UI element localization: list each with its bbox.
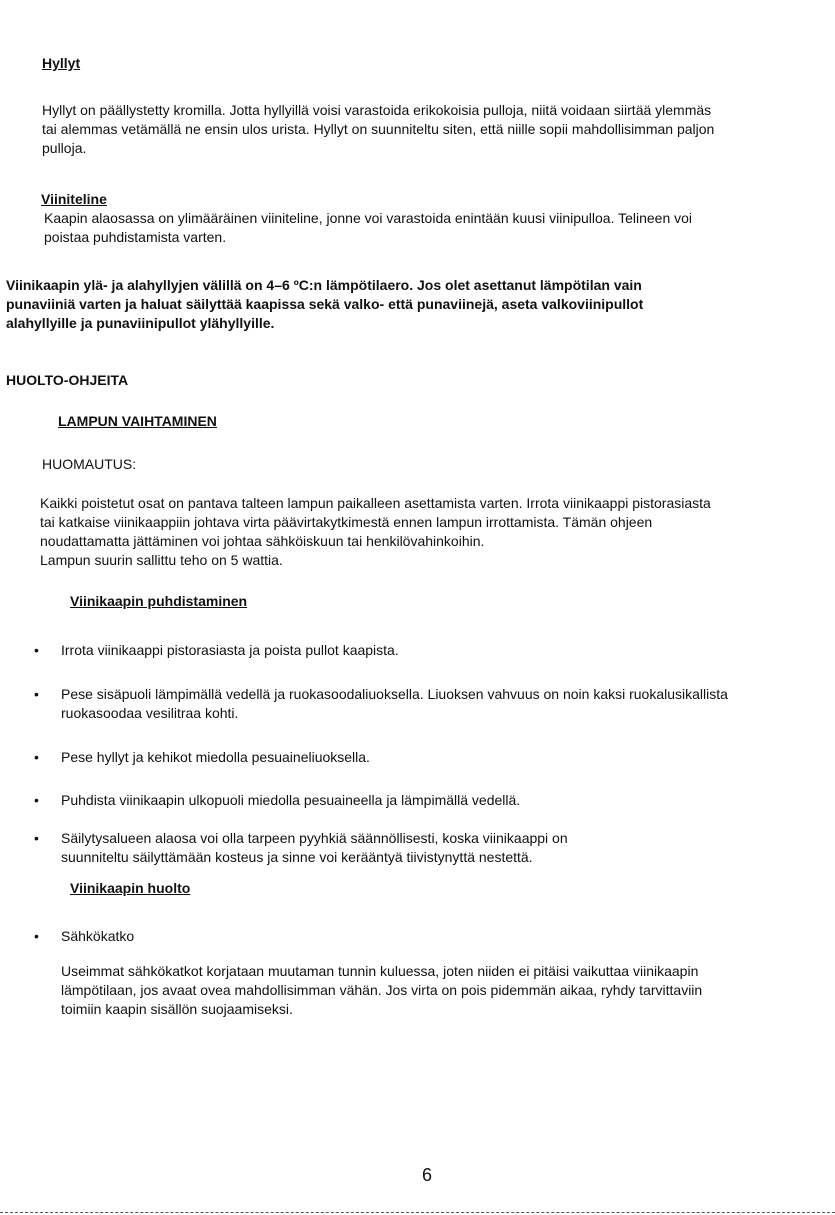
bullet-icon: • — [34, 928, 39, 944]
text-line: suunniteltu säilyttämään kosteus ja sinne voi kerääntyä tiivistynyttä nestettä. — [61, 849, 533, 865]
heading-hyllyt: Hyllyt — [42, 55, 81, 71]
text-line: lämpötilaan, jos avaat ovea mahdollisimman vähän. Jos virta on pois pidemmän aikaa, ryhdy tarvittaviin — [61, 982, 703, 998]
text-line: noudattamatta jättäminen voi johtaa sähköiskuun tai henkilövahinkoihin. — [40, 533, 485, 549]
text-line: ruokasoodaa vesilitraa kohti. — [61, 705, 239, 721]
bullet-icon: • — [34, 686, 39, 702]
list-item — [34, 748, 370, 767]
paragraph-viiniteline — [44, 209, 692, 247]
list-item — [34, 927, 135, 946]
bullet-icon: • — [34, 749, 39, 765]
text-line: Lampun suurin sallittu teho on 5 wattia. — [40, 552, 283, 568]
text-line: toimiin kaapin sisällön suojaamiseksi. — [61, 1001, 293, 1017]
paragraph-lampun-vaihtaminen — [40, 494, 711, 570]
text-line: Irrota viinikaappi pistorasiasta ja poista pullot kaapista. — [61, 642, 399, 658]
text-line: alahyllyille ja punaviinipullot ylähyllyille. — [6, 315, 275, 331]
text-line: pulloja. — [42, 140, 87, 156]
text-line: punaviiniä varten ja haluat säilyttää kaapissa sekä valko- että punaviinejä, aseta valkoviinipullot — [6, 296, 644, 312]
text-line: Sähkökatko — [61, 928, 135, 944]
page-number: 6 — [422, 1165, 433, 1185]
text-line: tai alemmas vetämällä ne ensin ulos urista. Hyllyt on suunniteltu siten, että niille sopii mahdollisimman paljon — [42, 121, 715, 137]
text-line: Viinikaapin ylä- ja alahyllyjen välillä on 4–6 ºC:n lämpötilaero. Jos olet asettanut lämpötilan vain — [6, 277, 642, 293]
bullet-icon: • — [34, 830, 39, 846]
text-line: Kaikki poistetut osat on pantava talteen lampun paikalleen asettamista varten. Irrota viinikaappi pistorasiasta — [40, 495, 711, 511]
bullet-icon: • — [34, 792, 39, 808]
text-line: Säilytysalueen alaosa voi olla tarpeen pyyhkiä säännöllisesti, koska viinikaappi on — [61, 830, 568, 846]
text-line: poistaa puhdistamista varten. — [44, 229, 227, 245]
section-title-huolto-ohjeita: HUOLTO-OHJEITA — [6, 372, 129, 388]
text-line: Pese sisäpuoli lämpimällä vedellä ja ruokasoodaliuoksella. Liuoksen vahvuus on noin kaksi ruokalusikallista — [61, 686, 728, 702]
list-item — [34, 829, 568, 867]
list-item — [34, 685, 728, 723]
text-line: Hyllyt on päällystetty kromilla. Jotta hyllyillä voisi varastoida erikokoisia pulloja, niitä voidaan siirtää ylemmäs — [42, 102, 712, 118]
paragraph-hyllyt — [42, 101, 714, 158]
bullet-icon: • — [34, 642, 39, 658]
page-bottom-rule — [0, 1212, 835, 1213]
list-item — [34, 641, 399, 660]
text-line: Pese hyllyt ja kehikot miedolla pesuaineliuoksella. — [61, 749, 370, 765]
paragraph-sahkokatko — [61, 962, 702, 1019]
heading-viiniteline: Viiniteline — [41, 191, 107, 207]
text-line: Useimmat sähkökatkot korjataan muutaman tunnin kuluessa, joten niiden ei pitäisi vaikuttaa viinikaapin — [61, 963, 699, 979]
heading-puhdistaminen: Viinikaapin puhdistaminen — [70, 593, 248, 609]
heading-lampun-vaihtaminen: LAMPUN VAIHTAMINEN — [58, 413, 217, 429]
heading-huolto: Viinikaapin huolto — [70, 880, 191, 896]
text-line: tai katkaise viinikaappiin johtava virta päävirtakytkimestä ennen lampun irrottamista. Tämän ohjeen — [40, 514, 653, 530]
list-item — [34, 791, 521, 810]
text-line: Kaapin alaosassa on ylimääräinen viiniteline, jonne voi varastoida enintään kuusi viinipulloa. Telineen voi — [44, 210, 693, 226]
label-huomautus: HUOMAUTUS: — [42, 456, 137, 472]
temperature-note — [6, 276, 643, 333]
text-line: Puhdista viinikaapin ulkopuoli miedolla pesuaineella ja lämpimällä vedellä. — [61, 792, 521, 808]
